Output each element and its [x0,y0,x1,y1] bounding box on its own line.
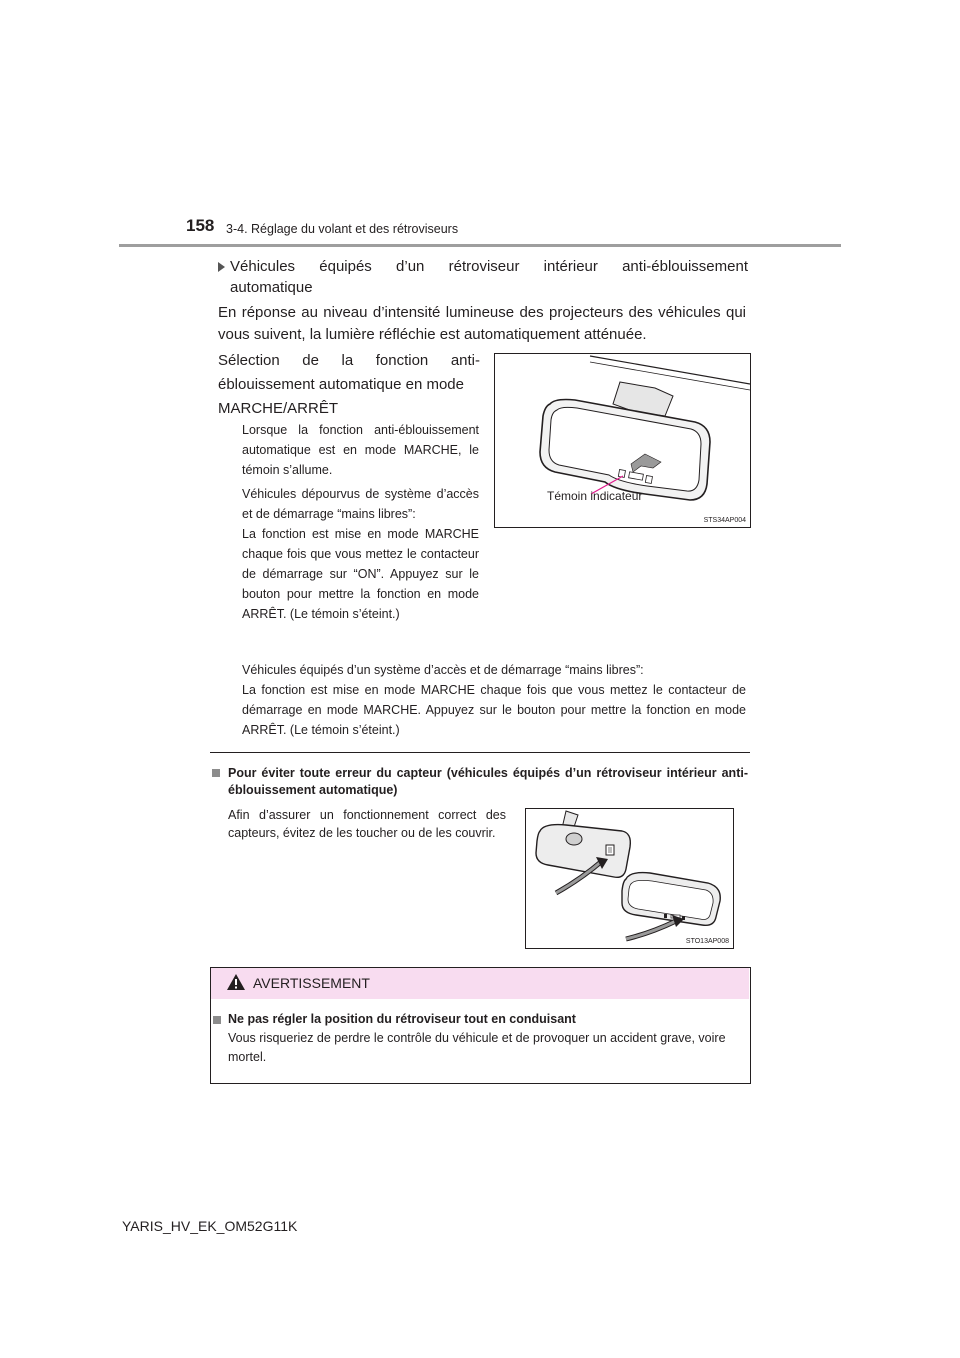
warning-body: Vous risqueriez de perdre le contrôle du véhicule et de provoquer un accident grave, voire mortel. [228,1031,726,1064]
sensor-note-heading: Pour éviter toute erreur du capteur (véhicules équipés d’un rétroviseur intérieur anti-éblouissement automatique) [228,766,748,797]
no-smart-key-title: Véhicules dépourvus de système d’accès et de démarrage “mains libres”: [242,487,479,521]
smart-key-body: La fonction est mise en mode MARCHE chaque fois que vous mettez le contacteur de démarrage en mode MARCHE. Appuyez sur le bouton pour mettre la fonction en mode ARRÊT. (Le témoin s’éteint.) [242,683,746,737]
figure-code: STO13AP008 [685,938,729,945]
triangle-bullet-icon [218,262,225,272]
section-title: 3-4. Réglage du volant et des rétroviseurs [226,222,459,236]
warning-heading: Ne pas régler la position du rétroviseur tout en conduisant [228,1012,576,1026]
page-number: 158 [186,216,215,235]
smart-key-title: Véhicules équipés d’un système d’accès et de démarrage “mains libres”: [242,663,644,677]
square-bullet-icon [212,769,220,777]
bullet-heading-line2: automatique [230,279,313,296]
square-bullet-icon [213,1016,221,1024]
document-code: YARIS_HV_EK_OM52G11K [122,1218,298,1234]
mirror-illustration [494,353,751,528]
smart-key-block [242,660,746,740]
warning-title: AVERTISSEMENT [253,975,370,991]
figure-code: STS34AP004 [703,517,746,524]
on-state-text: Lorsque la fonction anti-éblouissement automatique est en mode MARCHE, le témoin s’allume. [242,423,479,477]
selection-heading-line2: éblouissement automatique en mode [218,376,464,393]
warning-triangle-icon [226,973,246,991]
no-smart-key-block [242,484,479,624]
no-smart-key-body: La fonction est mise en mode MARCHE chaque fois que vous mettez le contacteur de démarrage sur “ON”. Appuyez sur le bouton pour mettre la fonction en mode ARRÊT. (Le témoin s’éteint.) [242,527,479,621]
intro-paragraph: En réponse au niveau d’intensité lumineuse des projecteurs des véhicules qui vous suivent, la lumière réfléchie est automatiquement atténuée. [218,304,746,343]
mirror-sensors-drawing [526,809,733,948]
section-divider [210,752,750,753]
selection-heading-line3: MARCHE/ARRÊT [218,400,339,417]
header-divider [119,244,841,247]
selection-heading-line1: Sélection de la fonction anti- [218,352,480,369]
indicator-callout-label: Témoin indicateur [547,489,643,503]
sensor-location-illustration [525,808,734,949]
sensor-note-body: Afin d’assurer un fonctionnement correct des capteurs, évitez de les toucher ou de les couvrir. [228,808,506,840]
bullet-heading-line1: Véhicules équipés d’un rétroviseur intérieur anti-éblouissement [230,258,748,275]
